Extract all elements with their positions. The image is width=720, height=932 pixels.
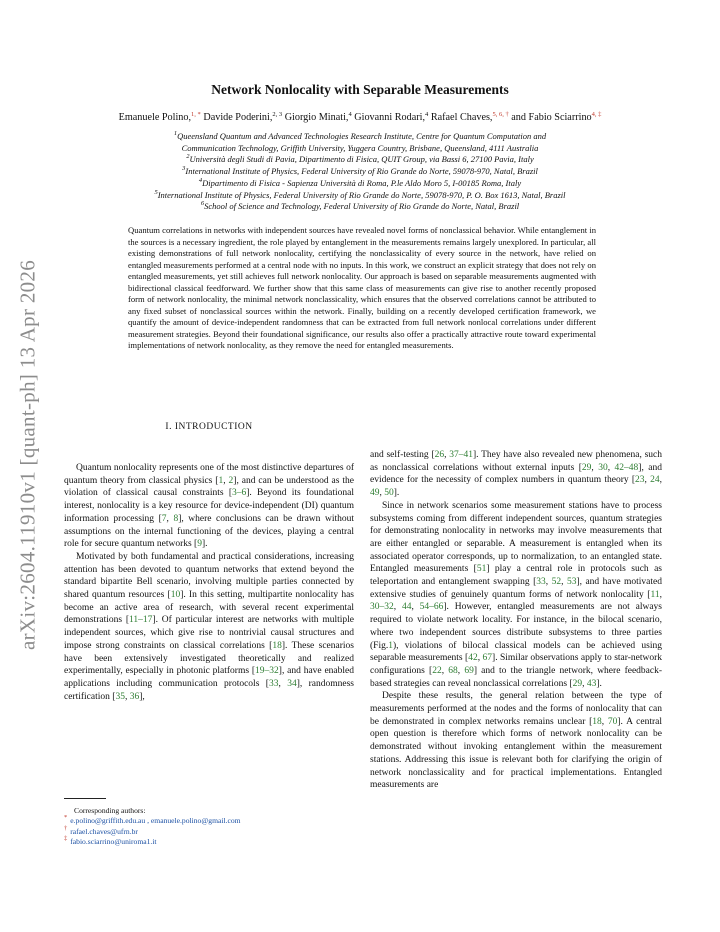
abstract: Quantum correlations in networks with independent sources have revealed novel forms of nonclassical behavior. While entanglement in the sources is a necessary ingredient, the role played by entanglement in the measurements remains largely unexplored. In particular, all existing demonstrations of full network nonlocality, certifying the nonclassicality of every source in the network, have relied on entangled measurements performed at a central node with no inputs. In this work, we construct an explicit strategy that does not rely on entangled measurements, yet still achieves full network nonlocality. Our approach is based on separable measurements augmented with bidirectional classical feedforward. We further show that this same class of measurements can give rise to another recently proposed form of network nonlocality, the minimal network nonclassicality, which ensures that the observed correlations cannot be attributed to any fixed subset of nonclassical sources within the network. Finally, building on a recently developed certification framework, we quantify the amount of device-independent randomness that can be extracted from full network nonlocal correlations under different measurement strategies. Beyond their foundational significance, our results also offer a practically attractive route toward experimental implementations of network nonlocality, as they remove the need for entangled measurements. xyxy=(128,225,596,350)
author-name: Giorgio Minati, xyxy=(282,112,349,123)
affiliation-line xyxy=(40,143,680,155)
affiliation-line xyxy=(40,166,680,178)
body-text: ], and have motivated extensive studies of genuinely quantum forms of network nonlocality [ xyxy=(370,577,662,600)
affiliation-text: Dipartimento di Fisica - Sapienza Università di Roma, P.le Aldo Moro 5, I-00185 Roma, Italy xyxy=(202,177,522,188)
author-name: Giovanni Rodari, xyxy=(351,112,426,123)
citation-link[interactable]: 11–17 xyxy=(129,615,153,626)
email-link[interactable]: rafael.chaves@ufrn.br xyxy=(70,826,138,836)
author-name: Emanuele Polino, xyxy=(118,112,192,123)
paragraph xyxy=(64,462,354,551)
body-text: , xyxy=(393,602,402,613)
body-text: ]. Of particular interest are networks with multiple independent sources, which give rise to nontrivial causal structures and impose strong constraints on classical correlations [ xyxy=(64,615,354,651)
body-text: , xyxy=(644,475,651,486)
body-text: ), violations of bilocal classical models can be achieved using separable measurements [ xyxy=(370,640,662,664)
body-text: ], and can be understood as the violation of classical causal constraints [ xyxy=(64,475,354,499)
body-text: , xyxy=(457,665,465,676)
body-text: , xyxy=(582,678,587,689)
paragraph xyxy=(370,449,662,500)
affiliation-text: Università degli Studi di Pavia, Dipartimento di Fisica, QUIT Group, via Bassi 6, 27100 Pavia, Italy xyxy=(189,154,534,165)
citation-link[interactable]: 7 xyxy=(161,513,167,524)
citation-link[interactable]: 50 xyxy=(384,488,394,499)
citation-link[interactable]: 33 xyxy=(536,577,546,588)
affiliation-number: 6 xyxy=(200,200,205,208)
author-affiliation-marker: 2, 3 xyxy=(272,111,283,118)
arxiv-sidebar-stamp xyxy=(4,230,52,680)
citation-link[interactable]: 54–66 xyxy=(419,602,444,613)
right-column xyxy=(370,449,662,792)
body-text: ], and have enabled applications including communication protocols [ xyxy=(64,666,354,689)
left-column xyxy=(64,462,354,703)
footnote-line xyxy=(64,834,354,847)
affiliation-text: Communication Technology, Griffith University, Yuggera Country, Brisbane, Queensland, 4111 Australia xyxy=(181,142,539,153)
citation-link[interactable]: 18 xyxy=(272,640,282,651)
affiliation-line xyxy=(40,178,680,190)
body-text: ]. Similar observations apply to star-network configurations [ xyxy=(370,653,663,676)
author-name: Davide Poderini, xyxy=(200,112,273,123)
citation-link[interactable]: 33 xyxy=(268,678,279,689)
body-text: , xyxy=(444,450,450,460)
body-text: ]. These scenarios have been extensively investigated theoretically and realized experimentally, especially in photonic platforms [ xyxy=(64,640,354,677)
affiliation-number: 2 xyxy=(186,153,190,161)
citation-link[interactable]: 70 xyxy=(607,716,618,727)
author-name: Rafael Chaves, xyxy=(428,112,493,123)
affiliation-text: International Institute of Physics, Federal University of Rio Grande do Norte, 59078-970, P. O. Box 1613, Natal, Brazil xyxy=(157,189,566,200)
body-text: ]. xyxy=(201,539,208,550)
citation-link[interactable]: 18 xyxy=(592,716,602,727)
citation-link[interactable]: 42–48 xyxy=(614,462,639,473)
author-affiliation-marker: 5, 6, † xyxy=(492,111,509,118)
citation-link[interactable]: 23 xyxy=(635,475,645,486)
citation-link[interactable]: 67 xyxy=(482,653,493,664)
citation-link[interactable]: 29 xyxy=(572,678,583,689)
body-text: and self-testing [ xyxy=(370,450,435,460)
body-text: ]. A central open question is therefore which forms of network nonlocality can be demonstrated without invoking entanglement within the measurement stations. Addressing this issue is relevant both for clarifying the origin of network nonclassicality and for practical implementations. Entangled measurements are xyxy=(370,716,662,791)
footnote-divider xyxy=(64,798,106,799)
affiliation-line xyxy=(40,154,680,166)
body-text: ], where conclusions can be drawn without assumptions on the internal functioning of the devices, playing a central role for secure quantum networks [ xyxy=(64,513,355,550)
body-text: , xyxy=(561,577,567,588)
author-affiliation-marker: 4 xyxy=(425,111,429,118)
paragraph xyxy=(64,551,354,703)
body-text: , xyxy=(607,462,615,473)
citation-link[interactable]: 29 xyxy=(581,462,592,473)
body-text: , xyxy=(601,716,608,727)
body-text: ], randomness certification [ xyxy=(64,678,355,702)
author-affiliation-marker: 4 xyxy=(348,111,352,118)
author-affiliation-marker: 4, ‡ xyxy=(591,111,602,118)
body-text: , xyxy=(659,475,662,486)
body-text: , xyxy=(379,488,385,499)
affiliation-list xyxy=(40,131,680,213)
body-text: ]. They have also revealed new phenomena, such as nonclassical correlations without external inputs [ xyxy=(370,450,663,473)
citation-link[interactable]: 44 xyxy=(401,602,412,613)
paragraph xyxy=(370,690,662,792)
affiliation-text: School of Science and Technology, Federal University of Rio Grande do Norte, Natal, Brazil xyxy=(204,201,520,212)
body-text: Motivated by both fundamental and practical considerations, increasing attention has been devoted to quantum networks that extend beyond the standard bipartite Bell scenario, involving multiple parties connected by shared quantum resources [ xyxy=(64,551,354,601)
body-text: ] and to the triangle network, where feedback-based strategies can reveal nonclassical correlations [ xyxy=(370,665,663,689)
author-affiliation-marker: 1, * xyxy=(191,111,201,118)
body-text: , xyxy=(441,665,449,676)
body-text: Since in network scenarios some measurement stations have to process subsystems coming from different independent sources, quantum strategies for demonstrating nonlocality in networks may involve measurements that are either entangled or separable. A measurement is entangled when its associated operator corresponds, up to normalization, to an entangled state. Entangled measurements [ xyxy=(370,500,662,575)
citation-link[interactable]: 19–32 xyxy=(255,666,279,677)
paper-title: Network Nonlocality with Separable Measurements xyxy=(211,82,509,97)
body-text: , xyxy=(659,589,662,600)
footnote-heading: Corresponding authors: xyxy=(74,806,146,815)
citation-link[interactable]: 36 xyxy=(129,691,140,702)
citation-link[interactable]: 52 xyxy=(551,577,562,588)
footnotes xyxy=(64,806,354,847)
citation-link[interactable]: 30–32 xyxy=(370,602,394,613)
author-list xyxy=(0,112,720,123)
affiliation-text: International Institute of Physics, Federal University of Rio Grande do Norte, 59078-970, Natal, Brazil xyxy=(185,166,538,177)
citation-link[interactable]: 37–41 xyxy=(449,450,473,460)
citation-link[interactable]: 34 xyxy=(287,678,297,689)
citation-link[interactable]: 30 xyxy=(598,462,608,473)
body-text: ], and evidence for the necessity of complex numbers in quantum theory [ xyxy=(370,462,662,486)
affiliation-number: 5 xyxy=(154,188,158,196)
body-text: ] play a central role in protocols such as teleportation and entanglement swapping [ xyxy=(370,564,663,588)
citation-link[interactable]: 49 xyxy=(370,488,380,499)
footnote-mark: † xyxy=(64,824,68,832)
citation-link[interactable]: 53 xyxy=(566,577,577,588)
body-text: , xyxy=(477,653,483,664)
affiliation-text: Queensland Quantum and Advanced Technologies Research Institute, Centre for Quantum Computation and xyxy=(177,131,547,141)
author-name: and Fabio Sciarrino xyxy=(508,112,592,123)
footnote-mark: * xyxy=(64,814,68,822)
body-text: , xyxy=(411,602,420,613)
affiliation-line xyxy=(40,131,680,143)
body-text: ]. xyxy=(596,678,602,689)
affiliation-number: 4 xyxy=(198,176,203,184)
citation-link[interactable]: 9 xyxy=(197,539,202,550)
footnote-line xyxy=(64,824,354,837)
email-link[interactable]: fabio.sciarrino@uniroma1.it xyxy=(70,836,157,846)
footnote-line xyxy=(64,816,354,826)
citation-link[interactable]: 11 xyxy=(650,589,660,600)
body-text: , xyxy=(124,691,130,702)
body-text: ]. In this setting, multipartite nonlocality has become an active area of research, with several recent experimental demonstrations [ xyxy=(64,590,354,626)
footnote-mark: ‡ xyxy=(64,834,68,842)
body-text: , xyxy=(166,513,174,524)
citation-link[interactable]: 8 xyxy=(173,513,179,524)
email-link[interactable]: e.polino@griffith.edu.au , emanuele.polino@gmail.com xyxy=(70,816,241,826)
body-text: ]. Beyond its foundational interest, nonlocality is a key resource for device-independent (DI) quantum information processing [ xyxy=(64,488,354,524)
citation-link[interactable]: 1 xyxy=(218,475,224,486)
body-text: ]. However, entangled measurements are not always required to violate network locality. For instance, in the bilocal scenario, where two independent sources distribute subsystems to three parties (Fig. xyxy=(370,602,662,651)
citation-link[interactable]: 22 xyxy=(432,665,442,676)
body-text: Despite these results, the general relation between the type of measurements performed at the nodes and the forms of nonlocality that can be demonstrated in complex networks remains unclear [ xyxy=(370,691,662,727)
citation-link[interactable]: 2 xyxy=(228,475,234,486)
citation-link[interactable]: 43 xyxy=(586,678,597,689)
citation-link[interactable]: 51 xyxy=(476,564,487,575)
citation-link[interactable]: 10 xyxy=(170,590,181,601)
body-text: , xyxy=(591,462,599,473)
section-heading-introduction: I. INTRODUCTION xyxy=(165,422,253,432)
citation-link[interactable]: 68 xyxy=(448,665,458,676)
arxiv-identifier: arXiv:2604.11910v1 [quant-ph] 13 Apr 2026 xyxy=(15,259,40,651)
body-text: , xyxy=(223,475,229,486)
body-text: ]. xyxy=(393,488,400,499)
affiliation-number: 3 xyxy=(182,165,186,173)
citation-link[interactable]: 24 xyxy=(650,475,660,486)
citation-link[interactable]: 42 xyxy=(468,653,478,664)
affiliation-number: 1 xyxy=(173,130,178,137)
body-text: , xyxy=(278,678,288,689)
body-text: , xyxy=(545,577,552,588)
body-text: Quantum nonlocality represents one of the most distinctive departures of quantum theory from classical physics [ xyxy=(64,463,354,486)
citation-link[interactable]: 26 xyxy=(434,450,445,460)
body-text: ], xyxy=(139,691,145,702)
citation-link[interactable]: 3–6 xyxy=(232,488,247,499)
paragraph xyxy=(370,500,662,691)
citation-link[interactable]: 69 xyxy=(464,665,474,676)
citation-link[interactable]: 1 xyxy=(388,640,393,651)
affiliation-line xyxy=(40,190,680,202)
citation-link[interactable]: 35 xyxy=(115,691,125,702)
affiliation-line xyxy=(40,201,680,213)
